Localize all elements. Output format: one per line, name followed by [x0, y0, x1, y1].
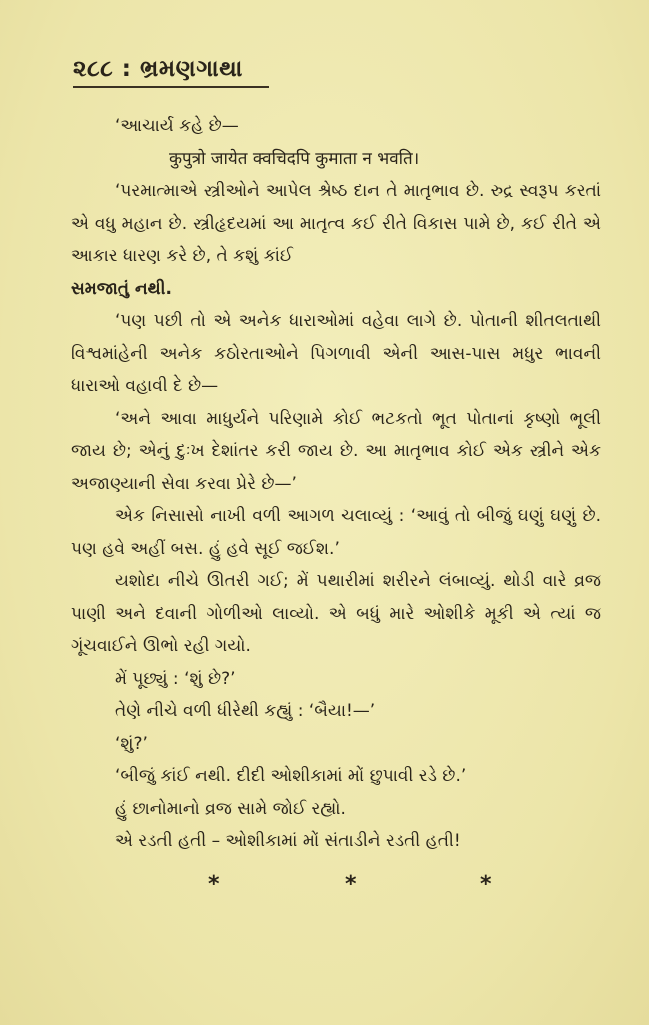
- separator-star: *: [208, 872, 220, 897]
- section-separator: [0, 872, 649, 902]
- paragraph: યશોદા નીચે ઊતરી ગઈ; મેં પથારીમાં શરીરને લંબાવ્યું. થોડી વારે વ્રજ પાણી અને દવાની ગોળીઓ લાવ્યો. એ બધું મારે ઓશીકે મૂકી એ ત્યાં જ ગૂંચવાઈને ઊભો રહી ગયો.: [71, 571, 601, 656]
- paragraph: ‘પરમાત્માએ સ્ત્રીઓને આપેલ શ્રેષ્ઠ દાન તે માતૃભાવ છે. રુદ્ર સ્વરૂપ કરતાં એ વધુ મહાન છે. સ્ત્રીહૃદયમાં આ માતૃત્વ કઈ રીતે વિકાસ પામે છે, કઈ રીતે એ આકાર ધારણ કરે છે, તે કશું કાંઈ: [71, 181, 601, 266]
- paragraph: ‘બીજું કાંઈ નથી. દીદી ઓશીકામાં મોં છુપાવી રડે છે.’: [115, 766, 467, 786]
- paragraph: તેણે નીચે વળી ધીરેથી કહ્યું : ‘બૈયા!—’: [115, 701, 376, 721]
- separator-star: *: [480, 872, 492, 897]
- page-header: ૨૮૮ : ભ્રમણગાથા: [73, 56, 269, 88]
- paragraph: ‘આચાર્ય કહે છે—: [115, 116, 239, 136]
- paragraph: સમજાતું નથી.: [71, 278, 172, 299]
- paragraph: ‘અને આવા માધુર્યને પરિણામે કોઈ ભટકતો ભૂત પોતાનાં કૃષ્ણો ભૂલી જાય છે; એનું દુઃખ દેશાંતર કરી જાય છે. આ માતૃભાવ કોઈ એક સ્ત્રીને એક અજાણ્યાની સેવા કરવા પ્રેરે છે—’: [71, 408, 601, 494]
- paragraph: હું છાનોમાનો વ્રજ સામે જોઈ રહ્યો.: [115, 798, 346, 819]
- sanskrit-quote: कुपुत्रो जायेत क्वचिदपि कुमाता न भवति।: [169, 148, 420, 169]
- paragraph: ‘શું?’: [115, 733, 148, 754]
- paragraph: એ રડતી હતી – ઓશીકામાં મોં સંતાડીને રડતી હતી!: [115, 831, 461, 851]
- paragraph: એક નિસાસો નાખી વળી આગળ ચલાવ્યું : ‘આવું તો બીજું ઘણું ઘણું છે. પણ હવે અહીં બસ. હું હવે સૂઈ જઈશ.’: [71, 506, 601, 559]
- body-text: [71, 110, 601, 858]
- separator-star: *: [345, 872, 357, 897]
- paragraph: ‘પણ પછી તો એ અનેક ધારાઓમાં વહેવા લાગે છે. પોતાની શીતલતાથી વિશ્વમાંહેની અનેક કઠોરતાઓને પિગળાવી એની આસ-પાસ મધુર ભાવની ધારાઓ વહાવી દે છે—: [71, 311, 601, 396]
- paragraph: મેં પૂછ્યું : ‘શું છે?’: [115, 668, 236, 689]
